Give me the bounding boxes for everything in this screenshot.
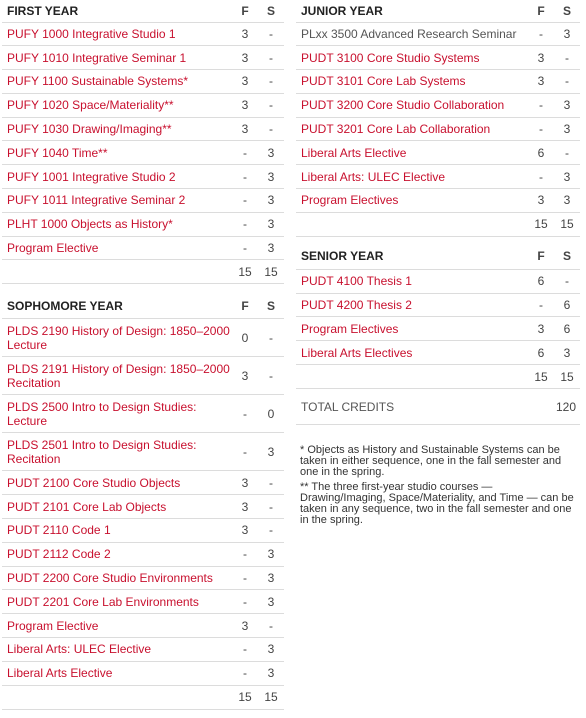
course-name: PLxx 3500 Advanced Research Seminar	[296, 22, 528, 46]
sophomore-year-title: SOPHOMORE YEAR	[2, 293, 232, 319]
senior-year-total-row	[296, 365, 580, 389]
spring-credits: -	[258, 93, 284, 117]
left-column	[2, 0, 284, 710]
course-row	[296, 317, 580, 341]
total-credits-label: TOTAL CREDITS	[296, 389, 528, 425]
fall-credits: 3	[528, 70, 554, 94]
spring-credits: 3	[258, 661, 284, 685]
course-row	[2, 319, 284, 357]
spring-credits: -	[258, 495, 284, 519]
spring-credits: 6	[554, 293, 580, 317]
fall-header: F	[232, 0, 258, 22]
senior-year-total-fall: 15	[528, 365, 554, 389]
course-name[interactable]: PUFY 1020 Space/Materiality**	[2, 93, 232, 117]
junior-year-total-row	[296, 212, 580, 236]
course-name[interactable]: PLDS 2501 Intro to Design Studies: Recitation	[2, 433, 232, 471]
spring-credits: 3	[258, 141, 284, 165]
senior-year-table	[296, 243, 580, 425]
course-name[interactable]: Liberal Arts Elective	[2, 661, 232, 685]
spring-credits: -	[258, 117, 284, 141]
fall-credits: -	[232, 661, 258, 685]
course-name[interactable]: Liberal Arts Elective	[296, 141, 528, 165]
fall-credits: 3	[528, 46, 554, 70]
total-credits-row	[296, 389, 580, 425]
spring-credits: 3	[554, 341, 580, 365]
course-row	[2, 471, 284, 495]
spring-header: S	[554, 0, 580, 22]
spring-credits: 3	[554, 117, 580, 141]
course-row	[2, 542, 284, 566]
course-row	[2, 495, 284, 519]
course-name[interactable]: PUDT 2110 Code 1	[2, 519, 232, 543]
course-row	[2, 165, 284, 189]
fall-credits: -	[232, 433, 258, 471]
fall-credits: -	[232, 212, 258, 236]
course-row	[2, 590, 284, 614]
first-year-total-fall: 15	[232, 260, 258, 284]
course-row	[296, 70, 580, 94]
course-name[interactable]: PUFY 1011 Integrative Seminar 2	[2, 189, 232, 213]
spring-header: S	[258, 293, 284, 319]
course-name[interactable]: PUDT 2101 Core Lab Objects	[2, 495, 232, 519]
course-row	[296, 293, 580, 317]
course-name[interactable]: PLHT 1000 Objects as History*	[2, 212, 232, 236]
fall-credits: 3	[232, 471, 258, 495]
course-row	[2, 236, 284, 260]
first-year-total-row	[2, 260, 284, 284]
course-row	[2, 70, 284, 94]
course-row	[296, 93, 580, 117]
senior-year-total-spring: 15	[554, 365, 580, 389]
course-row	[296, 22, 580, 46]
fall-credits: -	[528, 22, 554, 46]
course-row	[2, 212, 284, 236]
course-name[interactable]: PUDT 4100 Thesis 1	[296, 269, 528, 293]
fall-credits: -	[528, 117, 554, 141]
spring-credits: 3	[258, 236, 284, 260]
spring-header: S	[258, 0, 284, 22]
course-row	[2, 519, 284, 543]
spring-credits: 3	[554, 22, 580, 46]
fall-header: F	[528, 0, 554, 22]
junior-year-title: JUNIOR YEAR	[296, 0, 528, 22]
fall-credits: -	[232, 189, 258, 213]
course-row	[2, 46, 284, 70]
course-name[interactable]: Program Elective	[2, 236, 232, 260]
fall-credits: -	[232, 236, 258, 260]
fall-credits: 3	[232, 357, 258, 395]
spring-credits: -	[258, 319, 284, 357]
fall-credits: 6	[528, 341, 554, 365]
fall-credits: -	[528, 93, 554, 117]
course-name[interactable]: PUFY 1010 Integrative Seminar 1	[2, 46, 232, 70]
course-name[interactable]: PUDT 3200 Core Studio Collaboration	[296, 93, 528, 117]
course-name[interactable]: PUDT 2112 Code 2	[2, 542, 232, 566]
course-row	[2, 566, 284, 590]
spring-credits: 3	[554, 189, 580, 213]
course-row	[296, 269, 580, 293]
spring-credits: 3	[554, 165, 580, 189]
course-row	[2, 395, 284, 433]
fall-credits: -	[232, 395, 258, 433]
spring-credits: 3	[554, 93, 580, 117]
course-name[interactable]: PUDT 3201 Core Lab Collaboration	[296, 117, 528, 141]
spring-credits: 3	[258, 165, 284, 189]
spring-credits: 3	[258, 433, 284, 471]
spring-credits: 3	[258, 542, 284, 566]
fall-credits: 0	[232, 319, 258, 357]
course-name[interactable]: PUFY 1000 Integrative Studio 1	[2, 22, 232, 46]
fall-credits: 6	[528, 141, 554, 165]
sophomore-year-total-spring: 15	[258, 685, 284, 709]
course-row	[2, 433, 284, 471]
fall-credits: 3	[232, 93, 258, 117]
course-name[interactable]: PUDT 3101 Core Lab Systems	[296, 70, 528, 94]
fall-credits: -	[232, 566, 258, 590]
spring-credits: -	[258, 471, 284, 495]
course-row	[2, 614, 284, 638]
total-credits-value: 120	[554, 389, 580, 425]
spring-credits: 3	[258, 566, 284, 590]
course-row	[296, 141, 580, 165]
junior-year-table	[296, 0, 580, 243]
course-name[interactable]: PUFY 1001 Integrative Studio 2	[2, 165, 232, 189]
spring-credits: -	[258, 22, 284, 46]
sophomore-year-table	[2, 293, 284, 710]
junior-year-total-fall: 15	[528, 212, 554, 236]
fall-credits: 3	[528, 189, 554, 213]
fall-credits: -	[528, 293, 554, 317]
course-name[interactable]: PUFY 1100 Sustainable Systems*	[2, 70, 232, 94]
first-year-table	[2, 0, 284, 293]
spring-credits: -	[554, 46, 580, 70]
course-name[interactable]: PLDS 2500 Intro to Design Studies: Lecture	[2, 395, 232, 433]
first-year-title: FIRST YEAR	[2, 0, 232, 22]
course-row	[2, 22, 284, 46]
fall-credits: -	[232, 542, 258, 566]
course-row	[2, 661, 284, 685]
fall-credits: 3	[232, 519, 258, 543]
course-row	[2, 189, 284, 213]
course-row	[296, 165, 580, 189]
spring-header: S	[554, 243, 580, 269]
spring-credits: 3	[258, 212, 284, 236]
fall-credits: 6	[528, 269, 554, 293]
sophomore-year-total-fall: 15	[232, 685, 258, 709]
course-name[interactable]: PUDT 2200 Core Studio Environments	[2, 566, 232, 590]
course-name[interactable]: Program Electives	[296, 189, 528, 213]
fall-credits: -	[232, 638, 258, 662]
fall-credits: -	[232, 590, 258, 614]
junior-year-header	[296, 0, 580, 22]
spring-credits: -	[554, 269, 580, 293]
fall-credits: 3	[232, 614, 258, 638]
spring-credits: -	[554, 70, 580, 94]
spring-credits: 3	[258, 590, 284, 614]
spring-credits: -	[258, 70, 284, 94]
course-name[interactable]: Program Elective	[2, 614, 232, 638]
spring-credits: 3	[258, 189, 284, 213]
course-row	[2, 638, 284, 662]
spring-credits: -	[258, 519, 284, 543]
spring-credits: -	[258, 46, 284, 70]
spring-credits: -	[258, 357, 284, 395]
course-row	[2, 117, 284, 141]
fall-credits: 3	[232, 117, 258, 141]
spring-credits: 0	[258, 395, 284, 433]
course-name[interactable]: PUDT 2201 Core Lab Environments	[2, 590, 232, 614]
fall-header: F	[528, 243, 554, 269]
fall-credits: 3	[232, 22, 258, 46]
junior-year-total-spring: 15	[554, 212, 580, 236]
course-row	[2, 93, 284, 117]
spring-credits: 3	[258, 638, 284, 662]
course-name[interactable]: Liberal Arts: ULEC Elective	[2, 638, 232, 662]
course-row	[296, 189, 580, 213]
footnotes	[296, 445, 580, 530]
course-name[interactable]: Program Electives	[296, 317, 528, 341]
course-row	[2, 141, 284, 165]
course-name[interactable]: PUDT 3100 Core Studio Systems	[296, 46, 528, 70]
senior-year-title: SENIOR YEAR	[296, 243, 528, 269]
course-name[interactable]: PUFY 1030 Drawing/Imaging**	[2, 117, 232, 141]
fall-credits: 3	[232, 46, 258, 70]
fall-credits: 3	[528, 317, 554, 341]
sophomore-year-total-row	[2, 685, 284, 709]
fall-credits: -	[528, 165, 554, 189]
course-row	[296, 117, 580, 141]
course-name[interactable]: PUFY 1040 Time**	[2, 141, 232, 165]
fall-credits: -	[232, 141, 258, 165]
first-year-header	[2, 0, 284, 22]
senior-year-header	[296, 243, 580, 269]
course-name[interactable]: Liberal Arts Electives	[296, 341, 528, 365]
footnote: ** The three first-year studio courses — Drawing/Imaging, Space/Materiality, and Time — can be taken in any sequence, two in the fall semester and one in the spring.	[300, 481, 574, 526]
course-name[interactable]: PUDT 4200 Thesis 2	[296, 293, 528, 317]
sophomore-year-header	[2, 293, 284, 319]
course-row	[296, 46, 580, 70]
fall-credits: 3	[232, 495, 258, 519]
course-name[interactable]: PLDS 2190 History of Design: 1850–2000 Lecture	[2, 319, 232, 357]
spring-credits: -	[554, 141, 580, 165]
fall-credits: 3	[232, 70, 258, 94]
first-year-total-spring: 15	[258, 260, 284, 284]
fall-header: F	[232, 293, 258, 319]
course-name[interactable]: Liberal Arts: ULEC Elective	[296, 165, 528, 189]
spring-credits: -	[258, 614, 284, 638]
spring-credits: 6	[554, 317, 580, 341]
course-row	[296, 341, 580, 365]
right-column	[296, 0, 580, 425]
fall-credits: -	[232, 165, 258, 189]
course-name[interactable]: PLDS 2191 History of Design: 1850–2000 Recitation	[2, 357, 232, 395]
course-name[interactable]: PUDT 2100 Core Studio Objects	[2, 471, 232, 495]
course-row	[2, 357, 284, 395]
footnote: * Objects as History and Sustainable Systems can be taken in either sequence, one in the fall semester and one in the spring.	[300, 444, 562, 478]
